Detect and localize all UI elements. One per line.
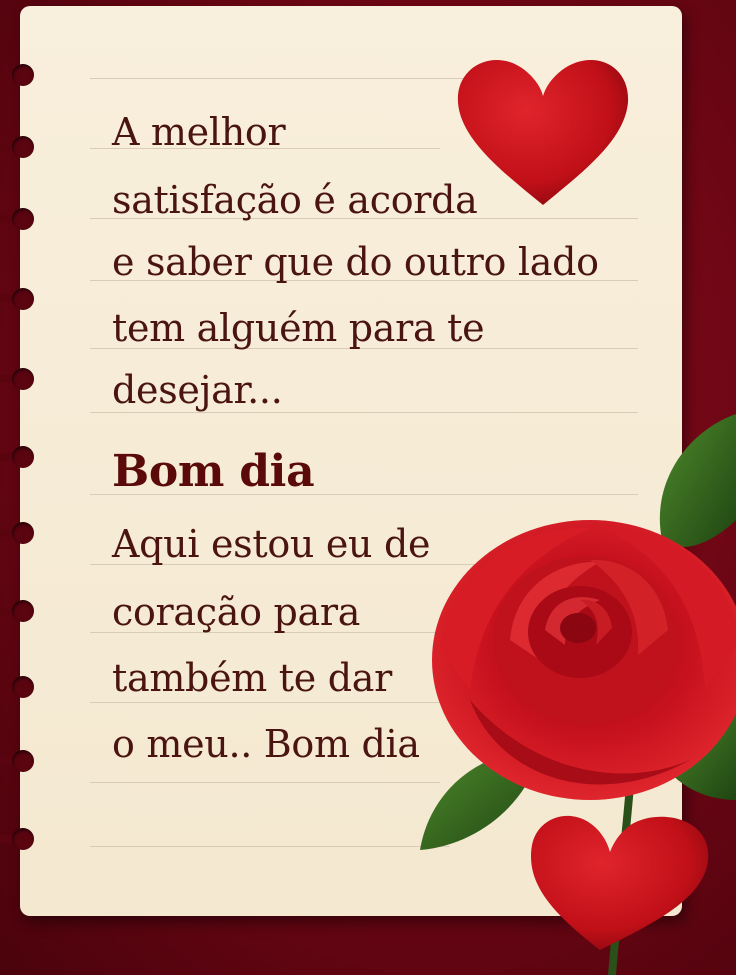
closing-line: o meu.. Bom dia — [112, 722, 420, 766]
rose-image — [432, 520, 736, 800]
greeting-title: Bom dia — [112, 446, 315, 497]
closing-line: coração para — [112, 590, 361, 634]
leaf-icon — [660, 414, 736, 547]
message-line: tem alguém para te — [112, 306, 485, 350]
message-line: e saber que do outro lado — [112, 240, 599, 284]
closing-line: Aqui estou eu de — [112, 522, 431, 566]
bottom-heart-icon — [531, 816, 708, 950]
message-line: desejar... — [112, 368, 283, 412]
message-line: A melhor — [112, 110, 286, 154]
closing-line: também te dar — [112, 656, 392, 700]
message-line: satisfação é acorda — [112, 178, 478, 222]
top-heart-icon — [458, 60, 628, 205]
